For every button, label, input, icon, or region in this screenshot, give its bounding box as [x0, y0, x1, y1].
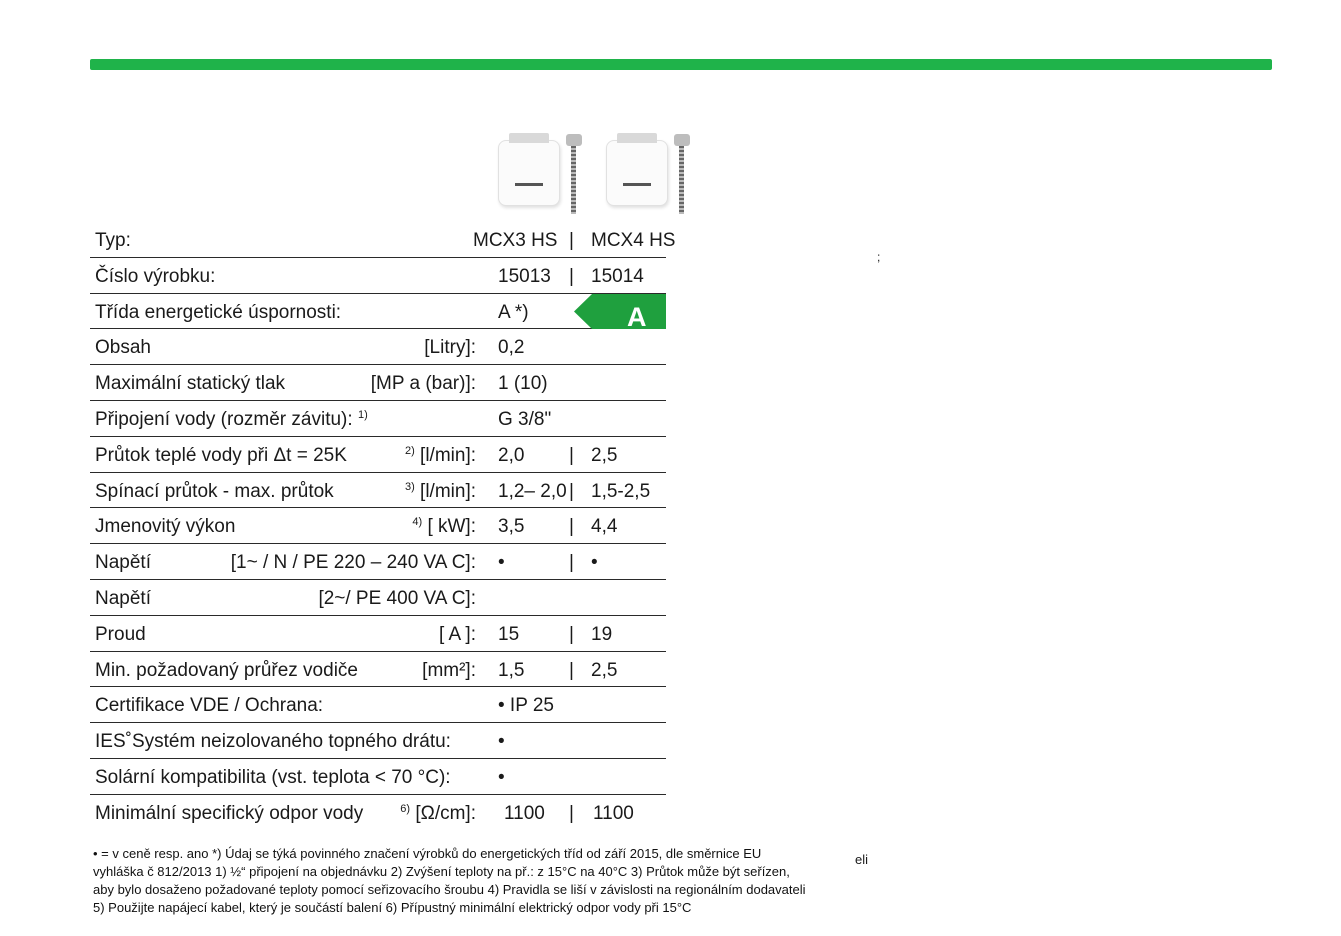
spec-row	[90, 258, 666, 294]
spec-label: Solární kompatibilita (vst. teplota < 70 °C):	[95, 766, 451, 788]
spec-label: Min. požadovaný průřez vodiče	[95, 659, 358, 681]
value-mcx3: 1 (10)	[498, 373, 548, 395]
footnote-line: • = v ceně resp. ano *) Údaj se týká povinného značení výrobků do energetických tříd od září 2015, dle směrnice EU	[93, 846, 762, 861]
value-mcx4: 1,5-2,5	[591, 480, 651, 502]
spec-row	[90, 294, 666, 330]
hand-shower-illustration	[564, 134, 584, 214]
spec-row	[90, 329, 666, 365]
spec-label: Jmenovitý výkon	[95, 516, 236, 538]
spec-label: Minimální specifický odpor vody	[95, 802, 364, 824]
value-mcx4: •	[591, 552, 598, 574]
energy-class-badge-icon	[572, 294, 666, 329]
spec-label: IES˚Systém neizolovaného topného drátu:	[95, 731, 451, 753]
spec-row	[90, 508, 666, 544]
value-mcx3: • IP 25	[498, 695, 554, 717]
model-mcx4: MCX4 HS	[591, 230, 676, 251]
header-label: Typ:	[95, 230, 131, 251]
value-mcx3: •	[498, 552, 505, 574]
unit-text: [l/min]:	[420, 480, 476, 502]
value-mcx4: 2,5	[591, 659, 618, 681]
column-separator: |	[569, 265, 574, 287]
spec-label: Proud	[95, 623, 146, 645]
spec-label: Certifikace VDE / Ochrana:	[95, 695, 324, 717]
value-mcx3: •	[498, 731, 505, 753]
spec-row	[90, 723, 666, 759]
column-separator: |	[569, 623, 574, 645]
column-separator: |	[569, 659, 574, 681]
model-mcx3: MCX3 HS	[473, 230, 558, 251]
column-separator: |	[569, 552, 574, 574]
spec-label: Obsah	[95, 337, 151, 359]
spec-row	[90, 652, 666, 688]
spec-unit	[405, 445, 476, 467]
spec-row	[90, 473, 666, 509]
column-separator: |	[569, 230, 574, 251]
value-mcx3: 1100	[504, 802, 545, 824]
footnote-ref: 3)	[404, 480, 415, 493]
value-mcx3: 0,2	[498, 337, 525, 359]
spec-header-row	[90, 222, 676, 258]
top-accent-bar	[90, 59, 1272, 70]
column-separator: |	[569, 480, 574, 502]
spec-table	[90, 222, 676, 830]
value-mcx4: 19	[591, 623, 613, 645]
spec-label: Napětí	[95, 552, 151, 574]
footnote-line: aby bylo dosaženo požadované teploty pomocí seřizovacího šroubu 4) Pravidla se liší v závislosti na regionálním dodavateli	[93, 882, 806, 897]
product-image-mcx4	[606, 130, 696, 214]
value-mcx3: 1,2– 2,0	[498, 480, 567, 502]
spec-label: Průtok teplé vody při Δt = 25K	[95, 444, 347, 466]
spec-row	[90, 616, 666, 652]
water-heater-illustration	[498, 140, 560, 206]
spec-label: Maximální statický tlak	[95, 373, 286, 395]
spec-row	[90, 687, 666, 723]
spec-label: Třída energetické úspornosti:	[95, 301, 342, 323]
spec-row	[90, 759, 666, 795]
spec-label: Napětí	[95, 587, 151, 609]
unit-text: [Ω/cm]:	[415, 802, 476, 824]
value-mcx3: 3,5	[498, 516, 525, 538]
value-mcx4: 4,4	[591, 516, 618, 538]
spec-label: Číslo výrobku:	[95, 265, 216, 287]
spec-unit	[371, 373, 476, 395]
spec-unit	[439, 624, 476, 646]
spec-unit	[422, 660, 476, 682]
spec-row	[90, 795, 666, 830]
product-image-mcx3	[498, 130, 588, 214]
unit-text: [1~ / N / PE 220 – 240 VA C]:	[230, 552, 476, 574]
hand-shower-illustration	[672, 134, 692, 214]
value-mcx3: 1,5	[498, 659, 525, 681]
unit-text: [mm²]:	[422, 659, 476, 681]
spec-row	[90, 365, 666, 401]
spec-label: Spínací průtok - max. průtok	[95, 480, 334, 502]
spec-label: Připojení vody (rozměr závitu):	[95, 408, 353, 430]
unit-text: [2~/ PE 400 VA C]:	[318, 587, 476, 609]
value-mcx3: G 3/8"	[498, 408, 552, 430]
value-mcx4: 2,5	[591, 444, 618, 466]
column-separator: |	[569, 444, 574, 466]
unit-text: [ A ]:	[439, 623, 476, 645]
unit-text: [ kW]:	[427, 516, 476, 538]
unit-text: [Litry]:	[424, 337, 476, 359]
column-separator: |	[569, 516, 574, 538]
spec-row	[90, 401, 666, 437]
spec-row	[90, 437, 666, 473]
stray-text: eli	[855, 852, 869, 867]
footnote-line: vyhláška č 812/2013 1) ½“ připojení na objednávku 2) Zvýšení teploty na př.: z 15°C na 40°C 3) Průtok může být seřízen,	[93, 864, 790, 879]
spec-unit	[358, 409, 368, 431]
column-separator: |	[569, 802, 574, 824]
value-mcx3: 15013	[498, 265, 551, 287]
water-heater-illustration	[606, 140, 668, 206]
spec-unit	[412, 516, 476, 538]
spec-unit	[424, 337, 476, 359]
value-mcx3: 2,0	[498, 444, 525, 466]
footnote-ref: 4)	[412, 516, 423, 529]
stray-mark: ;	[877, 250, 881, 264]
spec-row	[90, 580, 666, 616]
spec-unit	[318, 588, 476, 610]
value-mcx3: •	[498, 766, 505, 788]
footnote-ref: 1)	[358, 408, 368, 421]
value-mcx4: 1100	[593, 802, 634, 824]
footnote-ref: 6)	[400, 802, 411, 815]
footnotes	[93, 845, 873, 917]
unit-text: [MP a (bar)]:	[370, 373, 476, 395]
footnote-ref: 2)	[404, 444, 415, 457]
spec-unit	[405, 481, 476, 503]
spec-row	[90, 544, 666, 580]
footnote-line: 5) Použijte napájecí kabel, který je součástí balení 6) Přípustný minimální elektrický odpor vody při 15°C	[93, 900, 692, 915]
energy-class-letter: A	[627, 301, 647, 332]
spec-unit	[400, 803, 476, 825]
value-mcx4: 15014	[591, 265, 644, 287]
unit-text: [l/min]:	[420, 444, 476, 466]
spec-unit	[231, 552, 476, 574]
value-mcx3: A *)	[498, 301, 529, 323]
value-mcx3: 15	[498, 623, 520, 645]
